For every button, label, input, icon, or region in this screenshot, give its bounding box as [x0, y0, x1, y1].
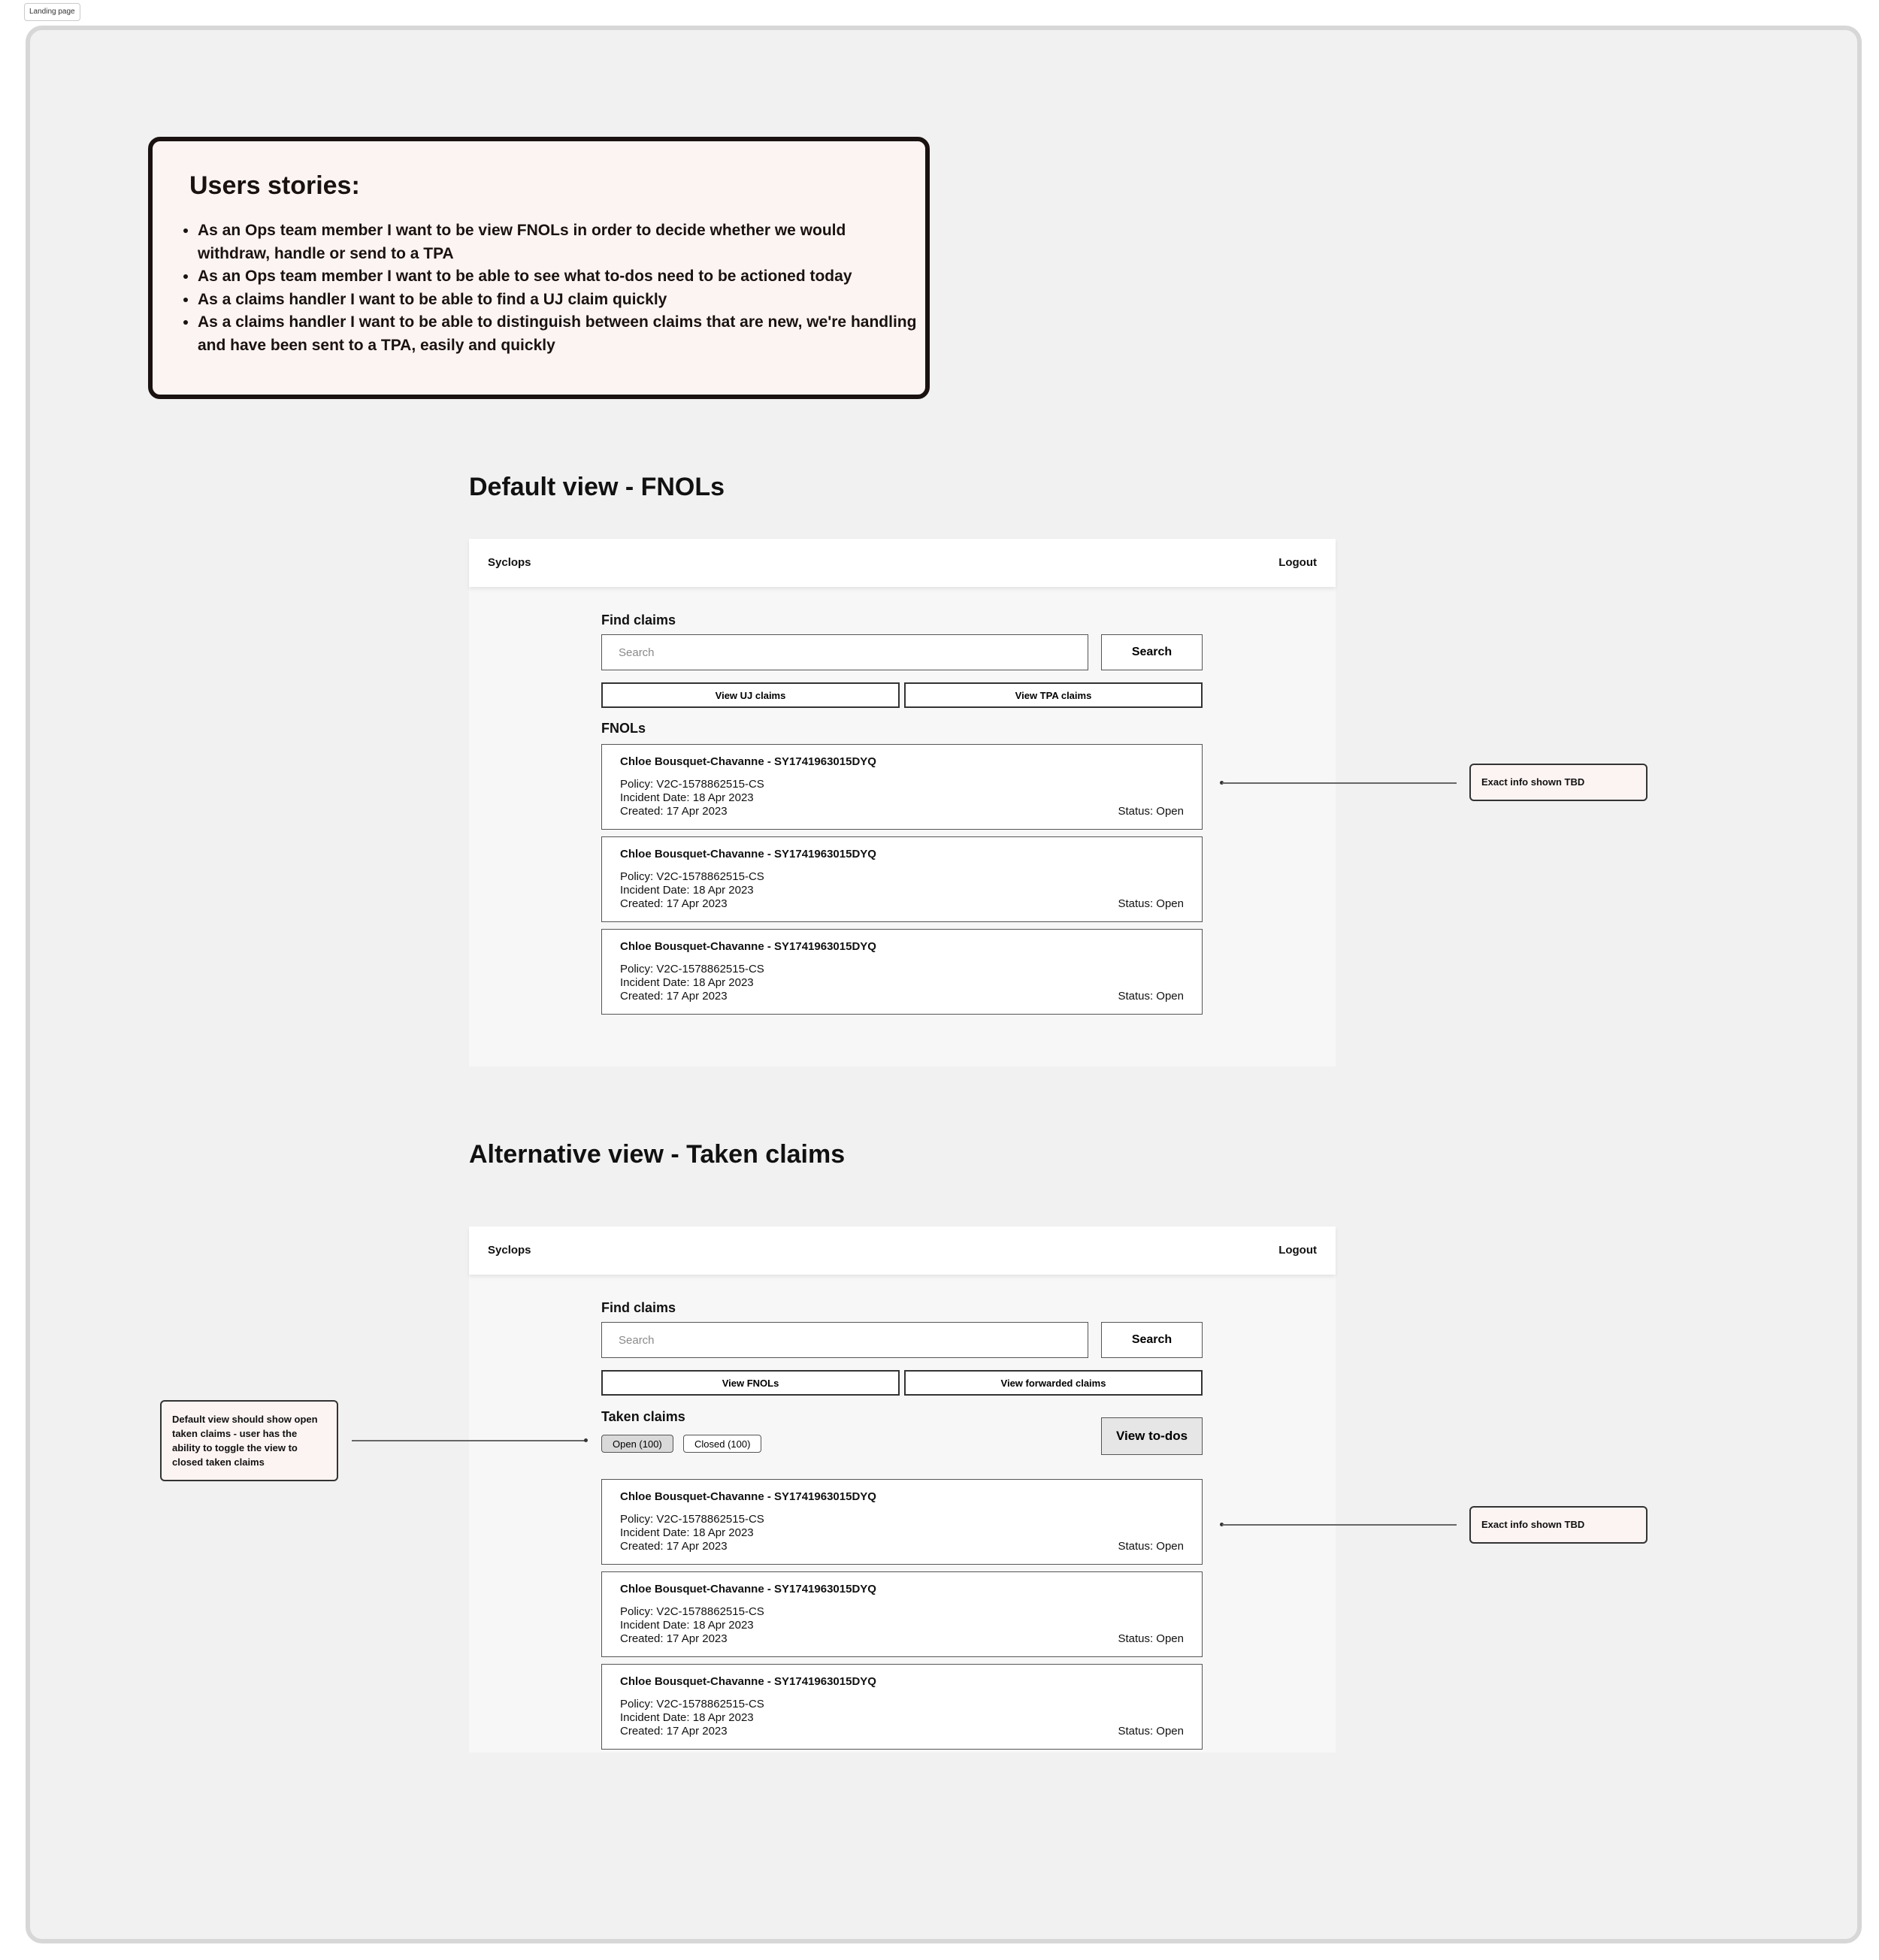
claim-incident-date: Incident Date: 18 Apr 2023 [620, 884, 754, 897]
claim-card[interactable] [601, 836, 1203, 922]
search-input[interactable] [601, 1322, 1088, 1358]
user-story-item: • As an Ops team member I want to be view FNOLs in order to decide whether we would withdraw, handle or send to a TPA [198, 219, 919, 265]
claim-card[interactable] [601, 1664, 1203, 1750]
find-claims-label: Find claims [601, 612, 676, 628]
claim-created-date: Created: 17 Apr 2023 [620, 897, 728, 910]
claim-policy: Policy: V2C-1578862515-CS [620, 778, 764, 791]
claim-policy: Policy: V2C-1578862515-CS [620, 1513, 764, 1526]
user-stories-list [175, 219, 919, 357]
brand-logo[interactable]: Syclops [488, 1244, 531, 1257]
annotation-note-toggle: Default view should show open taken claims - user has the ability to toggle the view to closed taken claims [160, 1400, 338, 1481]
search-input[interactable] [601, 634, 1088, 670]
claim-policy: Policy: V2C-1578862515-CS [620, 963, 764, 975]
default-view-title: Default view - FNOLs [469, 473, 725, 501]
user-story-item: • As a claims handler I want to be able to find a UJ claim quickly [198, 289, 919, 312]
top-bar [469, 539, 1336, 587]
user-story-item: • As a claims handler I want to be able to distinguish between claims that are new, we're handling and have been sent to a TPA, easily and quickly [198, 311, 919, 357]
claim-created-date: Created: 17 Apr 2023 [620, 805, 728, 818]
search-button[interactable]: Search [1101, 634, 1203, 670]
fnols-label: FNOLs [601, 721, 646, 736]
toggle-open-button[interactable]: Open (100) [601, 1435, 673, 1453]
claim-title: Chloe Bousquet-Chavanne - SY1741963015DYQ [620, 1675, 876, 1688]
logout-link[interactable]: Logout [1278, 1244, 1317, 1257]
default-view-frame [469, 539, 1336, 1066]
taken-claims-label: Taken claims [601, 1409, 685, 1424]
alt-view-frame [469, 1227, 1336, 1753]
view-todos-button[interactable]: View to-dos [1101, 1417, 1203, 1455]
claim-card[interactable] [601, 1571, 1203, 1657]
annotation-note: Exact info shown TBD [1469, 1506, 1648, 1544]
logout-link[interactable]: Logout [1278, 556, 1317, 569]
claim-status: Status: Open [1118, 1632, 1184, 1645]
claim-title: Chloe Bousquet-Chavanne - SY1741963015DYQ [620, 848, 876, 861]
claim-card[interactable] [601, 929, 1203, 1015]
claim-title: Chloe Bousquet-Chavanne - SY1741963015DYQ [620, 1490, 876, 1503]
claim-incident-date: Incident Date: 18 Apr 2023 [620, 1711, 754, 1724]
brand-logo[interactable]: Syclops [488, 556, 531, 569]
annotation-connector [352, 1440, 585, 1441]
claim-policy: Policy: V2C-1578862515-CS [620, 1605, 764, 1618]
claim-status: Status: Open [1118, 1725, 1184, 1738]
annotation-dot [584, 1438, 588, 1442]
claim-created-date: Created: 17 Apr 2023 [620, 1632, 728, 1645]
claim-incident-date: Incident Date: 18 Apr 2023 [620, 791, 754, 804]
claim-status: Status: Open [1118, 805, 1184, 818]
claim-status: Status: Open [1118, 1540, 1184, 1553]
view-tpa-claims-button[interactable]: View TPA claims [904, 682, 1203, 708]
claim-incident-date: Incident Date: 18 Apr 2023 [620, 1619, 754, 1632]
claim-title: Chloe Bousquet-Chavanne - SY1741963015DYQ [620, 755, 876, 768]
claim-card[interactable] [601, 744, 1203, 830]
toggle-closed-button[interactable]: Closed (100) [683, 1435, 761, 1453]
claim-incident-date: Incident Date: 18 Apr 2023 [620, 1526, 754, 1539]
claim-created-date: Created: 17 Apr 2023 [620, 1540, 728, 1553]
claim-incident-date: Incident Date: 18 Apr 2023 [620, 976, 754, 989]
user-stories-card [148, 137, 930, 399]
find-claims-label: Find claims [601, 1300, 676, 1315]
top-bar [469, 1227, 1336, 1275]
view-uj-claims-button[interactable]: View UJ claims [601, 682, 900, 708]
claim-created-date: Created: 17 Apr 2023 [620, 1725, 728, 1738]
claim-created-date: Created: 17 Apr 2023 [620, 990, 728, 1003]
view-fnols-button[interactable]: View FNOLs [601, 1370, 900, 1396]
claim-status: Status: Open [1118, 897, 1184, 910]
user-stories-title: Users stories: [189, 171, 360, 200]
claim-card[interactable] [601, 1479, 1203, 1565]
claim-title: Chloe Bousquet-Chavanne - SY1741963015DYQ [620, 940, 876, 953]
view-forwarded-claims-button[interactable]: View forwarded claims [904, 1370, 1203, 1396]
alt-view-title: Alternative view - Taken claims [469, 1140, 846, 1169]
annotation-connector [1222, 782, 1457, 784]
annotation-note: Exact info shown TBD [1469, 764, 1648, 801]
claim-policy: Policy: V2C-1578862515-CS [620, 1698, 764, 1710]
annotation-connector [1222, 1524, 1457, 1526]
claim-title: Chloe Bousquet-Chavanne - SY1741963015DYQ [620, 1583, 876, 1596]
search-button[interactable]: Search [1101, 1322, 1203, 1358]
page-tag: Landing page [24, 3, 80, 21]
claim-status: Status: Open [1118, 990, 1184, 1003]
user-story-item: • As an Ops team member I want to be able to see what to-dos need to be actioned today [198, 265, 919, 289]
claim-policy: Policy: V2C-1578862515-CS [620, 870, 764, 883]
